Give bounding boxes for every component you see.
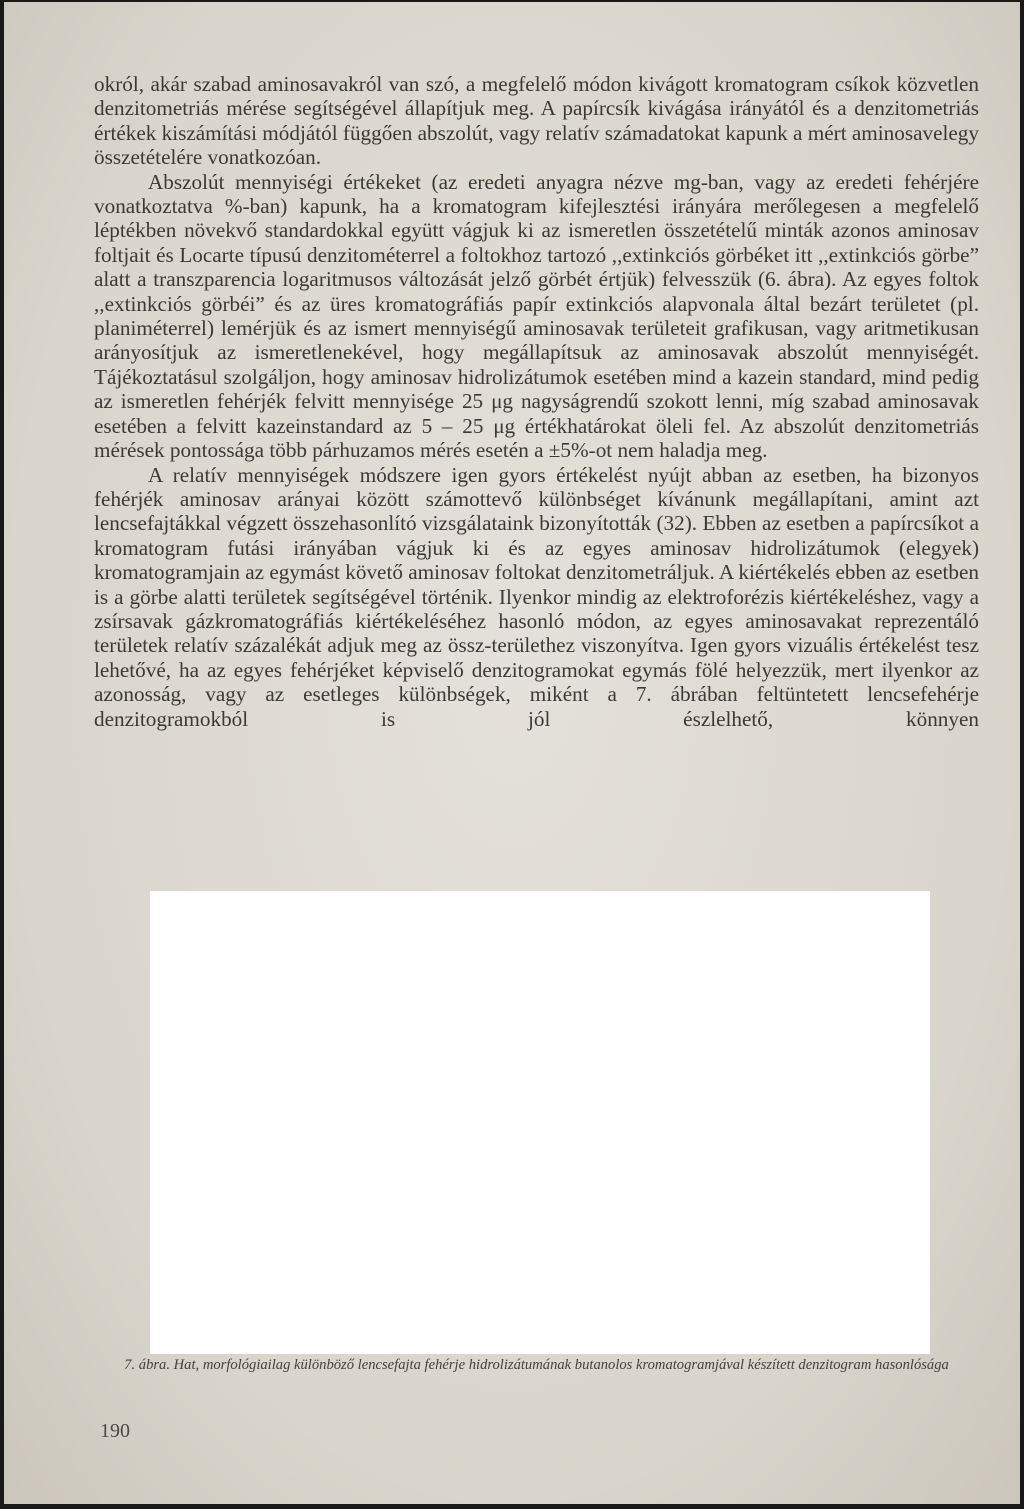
paragraph-3: A relatív mennyiségek módszere igen gyors értékelést nyújt abban az esetben, ha bizonyos fehérjék aminosav arányai között számottevő különbséget kívánunk megállapítani, amint azt lencsefajtákkal végzett összehasonlító vizsgálataink bizonyították (32). Ebben az esetben a papírcsíkot a kromatogram futási irányában vágjuk ki és az egyes aminosav hidrolizátumok (elegyek) kromatogramjain az egymást követő aminosav foltokat denzitometráljuk. A kiértékelés ebben az esetben is a görbe alatti területek segítségével történik. Ilyenkor mindig az elektroforézis kiértékeléshez, vagy a zsírsavak gázkromatográfiás kiértékeléséhez hasonló módon, az egyes aminosavakat reprezentáló területek relatív százalékát adjuk meg az össz-területhez viszonyítva. Igen gyors vizuális értékelést tesz lehetővé, ha az egyes fehérjéket képviselő denzitogramokat egymás fölé helyezzük, mert ilyenkor az azonosság, vagy az esetleges különbségek, miként a 7. ábrában feltüntetett lencsefehérje denzitogramokból is jól észlelhető, könnyen (94, 462, 979, 731)
figure-caption: 7. ábra. Hat, morfológiailag különböző lencsefajta fehérje hidrolizátumának butanolos kromatogramjával készített denzitogram hasonlósága (124, 1357, 949, 1373)
page-number: 190 (100, 1420, 130, 1442)
scanned-page (4, 2, 1020, 1504)
figure-image-area (150, 891, 930, 1354)
body-text (94, 72, 979, 731)
paragraph-2: Abszolút mennyiségi értékeket (az eredeti anyagra nézve mg-ban, vagy az eredeti fehérjére vonatkoztatva %-ban) kapunk, ha a kromatogram kifejlesztési irányára merőlegesen a megfelelő léptékben növekvő standardokkal együtt vágjuk ki az ismeretlen összetételű minták azonos aminosav foltjait és Locarte típusú denzitométerrel a foltokhoz tartozó ,,extinkciós görbéket itt ,,extinkciós görbe” alatt a transzparencia logaritmusos változását jelző görbét értjük) felvesszük (6. ábra). Az egyes foltok ,,extinkciós görbéi” és az üres kromatográfiás papír extinkciós alapvonala által bezárt területet (pl. planiméterrel) lemérjük és az ismert mennyiségű aminosavak területeit grafikusan, vagy aritmetikusan arányosítjuk az ismeretlenekével, hogy megállapítsuk az aminosavak abszolút mennyiségét. Tájékoztatásul szolgáljon, hogy aminosav hidrolizátumok esetében mind a kazein standard, mind pedig az ismeretlen fehérjék felvitt mennyisége 25 μg nagyságrendű szokott lenni, míg szabad aminosavak esetében a felvitt kazeinstandard az 5 – 25 μg értékhatárokat öleli fel. Az abszolút denzitometriás mérések pontossága több párhuzamos mérés esetén a ±5%-ot nem haladja meg. (94, 169, 979, 463)
paragraph-1: okról, akár szabad aminosavakról van szó, a megfelelő módon kivágott kromatogram csíkok közvetlen denzitometriás mérése segítségével állapítjuk meg. A papírcsík kivágása irányától és a denzitometriás értékek kiszámítási módjától függően abszolút, vagy relatív számadatokat kapunk a mért aminosavelegy összetételére vonatkozóan. (94, 72, 979, 170)
